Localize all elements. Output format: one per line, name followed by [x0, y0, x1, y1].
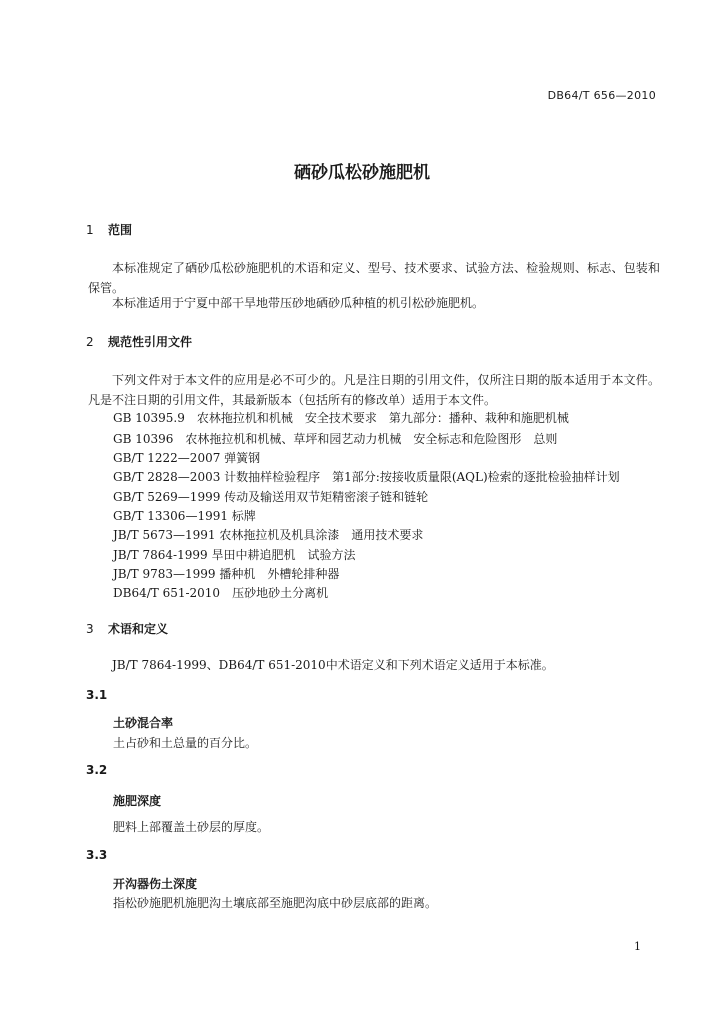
reference-item: DB64/T 651-2010 压砂地砂土分离机 [113, 586, 329, 600]
section-1-heading [86, 221, 132, 238]
document-title: 硒砂瓜松砂施肥机 [294, 163, 430, 183]
reference-item: JB/T 7864-1999 旱田中耕追肥机 试验方法 [113, 548, 356, 562]
term-definition: 指松砂施肥机施肥沟土壤底部至施肥沟底中砂层底部的距离。 [113, 896, 438, 910]
section-title: 范围 [108, 223, 133, 237]
term-number: 3.2 [86, 763, 108, 777]
term-number: 3.1 [86, 688, 108, 702]
reference-item: GB/T 13306—1991 标牌 [113, 509, 256, 523]
section-number: 2 [86, 335, 94, 349]
reference-item: JB/T 9783—1999 播种机 外槽轮排种器 [113, 567, 340, 581]
paragraph: 下列文件对于本文件的应用是必不可少的。凡是注日期的引用文件，仅所注日期的版本适用于本文件。凡是不注日期的引用文件，其最新版本（包括所有的修改单）适用于本文件。 [88, 373, 660, 407]
paragraph: JB/T 7864-1999、DB64/T 651-2010中术语定义和下列术语定义适用于本标准。 [112, 658, 554, 672]
term-definition: 肥料上部覆盖土砂层的厚度。 [113, 820, 270, 834]
section-3-heading [86, 620, 168, 637]
section-title: 规范性引用文件 [108, 335, 193, 349]
term-definition: 土占砂和土总量的百分比。 [113, 736, 258, 750]
section-2-heading [86, 333, 192, 350]
reference-item: GB 10396 农林拖拉机和机械、草坪和园艺动力机械 安全标志和危险图形 总则 [113, 432, 558, 446]
reference-item: GB/T 5269—1999 传动及输送用双节矩精密滚子链和链轮 [113, 490, 429, 504]
section-number: 3 [86, 622, 94, 636]
term-name: 土砂混合率 [113, 716, 174, 730]
reference-item: GB 10395.9 农林拖拉机和机械 安全技术要求 第九部分：播种、栽种和施肥机械 [113, 411, 569, 425]
reference-item: GB/T 2828—2003 计数抽样检验程序 第1部分:按接收质量限(AQL)检索的逐批检验抽样计划 [113, 470, 620, 484]
paragraph: 本标准规定了硒砂瓜松砂施肥机的术语和定义、型号、技术要求、试验方法、检验规则、标志、包装和保管。 [88, 261, 660, 295]
reference-item: JB/T 5673—1991 农林拖拉机及机具涂漆 通用技术要求 [113, 528, 424, 542]
term-name: 施肥深度 [113, 794, 162, 808]
page-number: 1 [634, 940, 641, 953]
section-number: 1 [86, 223, 94, 237]
reference-item: GB/T 1222—2007 弹簧钢 [113, 451, 261, 465]
paragraph: 本标准适用于宁夏中部干旱地带压砂地硒砂瓜种植的机引松砂施肥机。 [112, 296, 485, 310]
section-title: 术语和定义 [108, 622, 169, 636]
standard-code: DB64/T 656—2010 [547, 89, 656, 102]
term-name: 开沟器伤土深度 [113, 877, 198, 891]
term-number: 3.3 [86, 848, 108, 862]
